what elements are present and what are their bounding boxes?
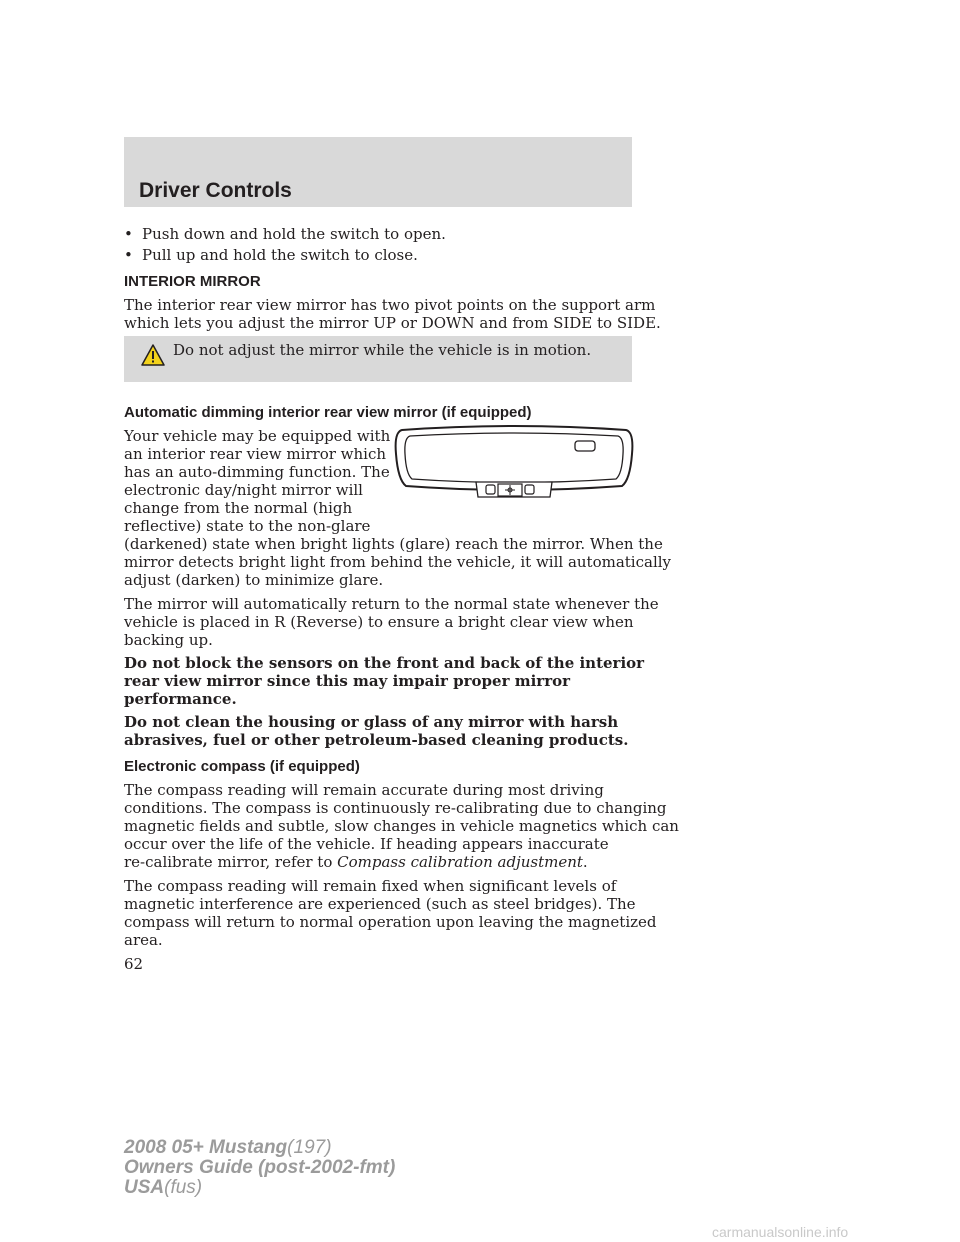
body-line: The compass reading will remain fixed when significant levels of xyxy=(124,877,617,895)
cross-reference: Compass calibration adjustment xyxy=(337,853,583,871)
footer-guide: Owners Guide (post-2002-fmt) xyxy=(124,1157,396,1178)
bold-notice-line: Do not clean the housing or glass of any mirror with harsh xyxy=(124,713,619,731)
body-line: compass will return to normal operation upon leaving the magnetized xyxy=(124,913,657,931)
body-line: reflective) state to the non-glare xyxy=(124,517,371,535)
body-line: magnetic interference are experienced (such as steel bridges). The xyxy=(124,895,636,913)
bold-notice-line: rear view mirror since this may impair proper mirror xyxy=(124,672,571,690)
punctuation: . xyxy=(582,853,588,871)
footer-model-code: (197) xyxy=(287,1137,332,1158)
footer-model: 2008 05+ Mustang xyxy=(124,1137,288,1158)
body-line: adjust (darken) to minimize glare. xyxy=(124,571,384,589)
bold-notice-line: performance. xyxy=(124,690,237,708)
compass-heading: Electronic compass (if equipped) xyxy=(124,758,360,775)
body-line-with-reference xyxy=(124,853,588,871)
section-title: Driver Controls xyxy=(139,179,292,202)
auto-dimming-heading: Automatic dimming interior rear view mirror (if equipped) xyxy=(124,404,532,421)
body-line: occur over the life of the vehicle. If heading appears inaccurate xyxy=(124,835,609,853)
body-line: magnetic fields and subtle, slow changes in vehicle magnetics which can xyxy=(124,817,679,835)
section-header-band xyxy=(124,137,632,207)
body-line: has an auto-dimming function. The xyxy=(124,463,390,481)
bullet-text: Push down and hold the switch to open. xyxy=(142,225,446,243)
body-text: re-calibrate mirror, refer to xyxy=(124,853,338,871)
watermark: carmanualsonline.info xyxy=(712,1224,849,1240)
auto-dimming-mirror-illustration xyxy=(394,424,634,500)
body-line: mirror detects bright light from behind the vehicle, it will automatically xyxy=(124,553,672,571)
body-line: conditions. The compass is continuously re-calibrating due to changing xyxy=(124,799,667,817)
body-line: The mirror will automatically return to the normal state whenever the xyxy=(124,595,659,613)
body-line: The compass reading will remain accurate during most driving xyxy=(124,781,604,799)
footer-market: USA xyxy=(124,1177,165,1198)
bold-notice-line: Do not block the sensors on the front and back of the interior xyxy=(124,654,645,672)
footer-market-code: (fus) xyxy=(164,1177,203,1198)
bullet-text: Pull up and hold the switch to close. xyxy=(142,246,418,264)
body-line: which lets you adjust the mirror UP or DOWN and from SIDE to SIDE. xyxy=(124,314,661,332)
body-line: backing up. xyxy=(124,631,213,649)
body-line: Your vehicle may be equipped with xyxy=(124,427,391,445)
document-footer xyxy=(124,1138,395,1198)
body-line: The interior rear view mirror has two pivot points on the support arm xyxy=(124,296,656,314)
warning-triangle-icon xyxy=(141,344,165,366)
body-line: (darkened) state when bright lights (glare) reach the mirror. When the xyxy=(124,535,663,553)
page-number: 62 xyxy=(124,955,144,973)
interior-mirror-heading: INTERIOR MIRROR xyxy=(124,273,261,290)
body-line: area. xyxy=(124,931,163,949)
body-line: electronic day/night mirror will xyxy=(124,481,363,499)
body-line: vehicle is placed in R (Reverse) to ensure a bright clear view when xyxy=(124,613,634,631)
bullet-glyph: • xyxy=(124,225,133,243)
bullet-glyph: • xyxy=(124,246,133,264)
body-line: an interior rear view mirror which xyxy=(124,445,387,463)
warning-box xyxy=(124,336,632,382)
warning-text: Do not adjust the mirror while the vehicle is in motion. xyxy=(173,341,592,359)
body-line: change from the normal (high xyxy=(124,499,353,517)
bold-notice-line: abrasives, fuel or other petroleum-based cleaning products. xyxy=(124,731,629,749)
